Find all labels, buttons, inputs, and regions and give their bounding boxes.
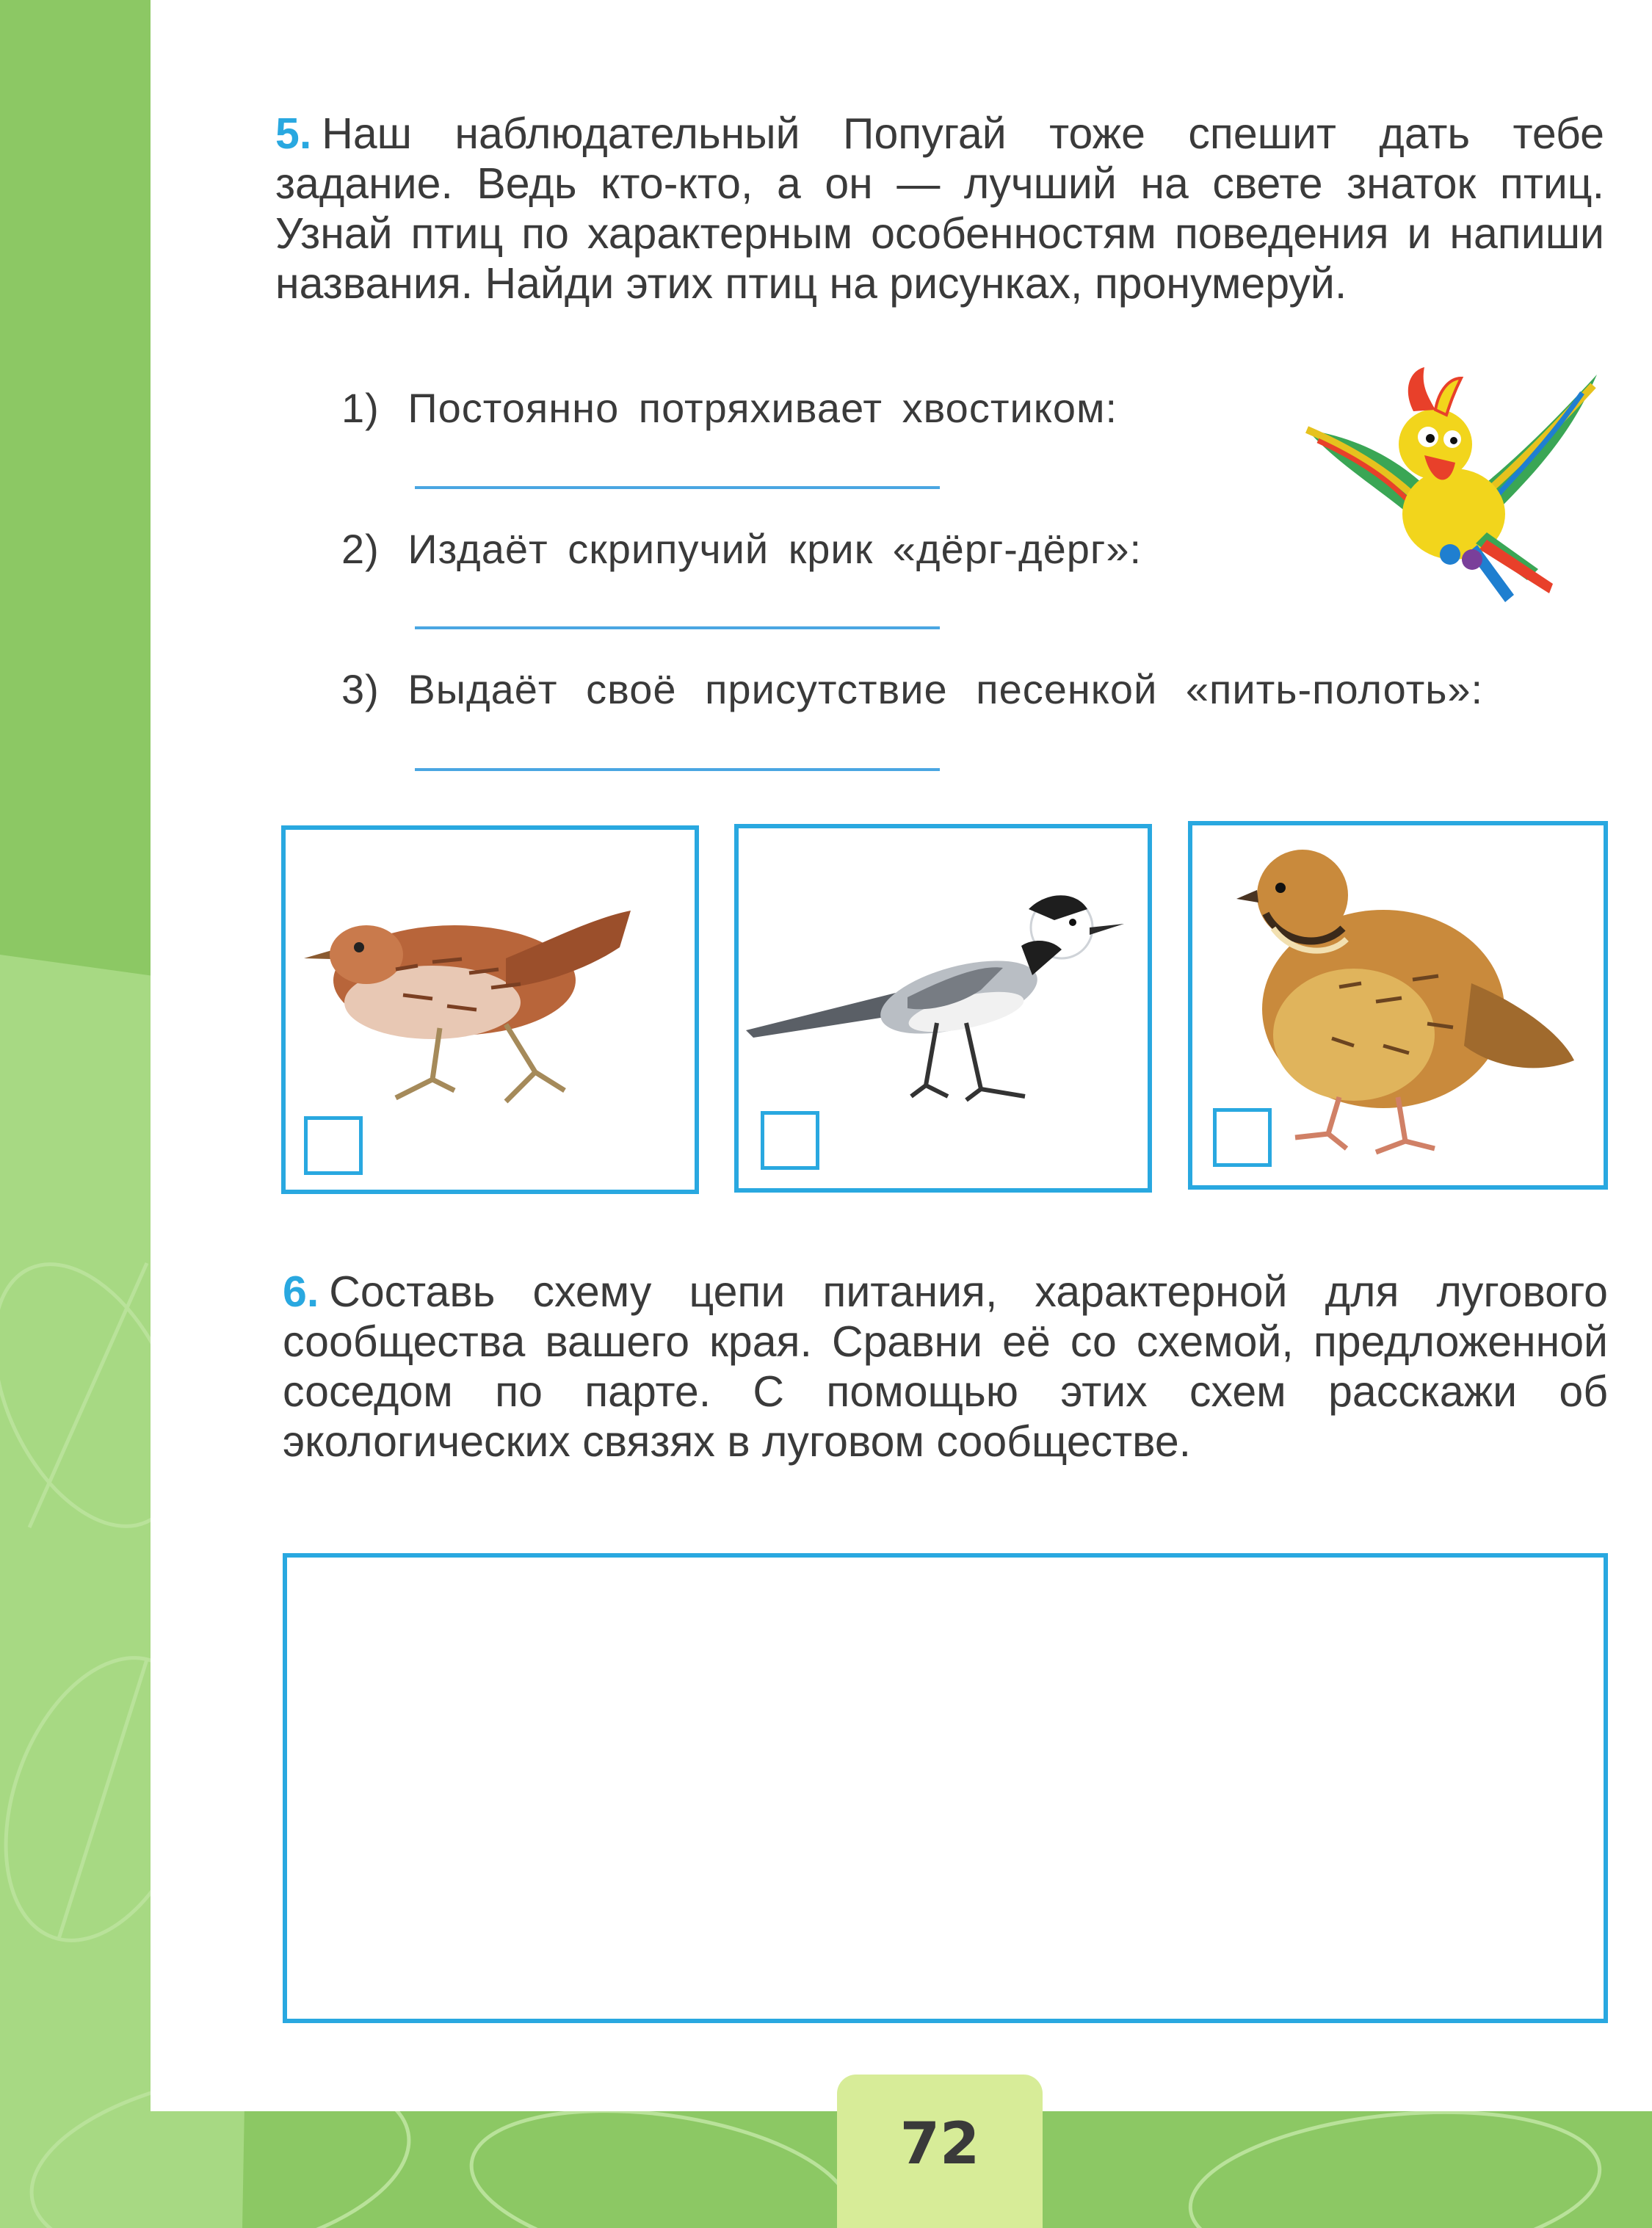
page-number-tab — [837, 2075, 1043, 2228]
task-5-number: 5. — [275, 109, 312, 158]
question-2-text: Издаёт скрипучий крик «дёрг-дёрг»: — [407, 526, 1142, 572]
parrot-icon — [1285, 360, 1608, 610]
task-6 — [283, 1267, 1608, 1466]
task-5 — [275, 109, 1604, 308]
answer-line-3[interactable] — [415, 768, 940, 771]
question-1-number: 1) — [341, 385, 380, 431]
question-3 — [341, 665, 1604, 713]
picture-box-3 — [1188, 821, 1608, 1190]
number-box-2[interactable] — [761, 1111, 819, 1170]
question-1 — [341, 384, 1117, 432]
task-6-text: Составь схему цепи питания, характерной для лугового сообщества вашего края. Сравни её со схемой, предложенной соседом по парте. С помощью этих схем расскажи об экологических связях в луговом сообществе. — [283, 1267, 1608, 1466]
answer-line-2[interactable] — [415, 626, 940, 629]
question-3-text: Выдаёт своё присутствие песенкой «пить-полоть»: — [407, 666, 1484, 712]
task-6-paragraph — [283, 1267, 1608, 1466]
task-6-number: 6. — [283, 1267, 319, 1316]
question-2 — [341, 525, 1142, 573]
task-5-text: Наш наблюдательный Попугай тоже спешит дать тебе задание. Ведь кто-кто, а он — лучший на свете знаток птиц. Узнай птиц по характерным особенностям поведения и напиши названия. Найди этих птиц на рисунках, пронумеруй. — [275, 109, 1604, 308]
question-1-text: Постоянно потряхивает хвостиком: — [407, 385, 1118, 431]
question-3-number: 3) — [341, 666, 380, 712]
task-5-paragraph — [275, 109, 1604, 308]
picture-box-1 — [281, 825, 699, 1194]
question-2-number: 2) — [341, 526, 380, 572]
number-box-3[interactable] — [1213, 1108, 1272, 1167]
number-box-1[interactable] — [304, 1116, 363, 1175]
food-chain-drawing-area[interactable] — [283, 1553, 1608, 2023]
page-number: 72 — [899, 2111, 980, 2177]
picture-box-2 — [734, 824, 1152, 1193]
answer-line-1[interactable] — [415, 486, 940, 489]
